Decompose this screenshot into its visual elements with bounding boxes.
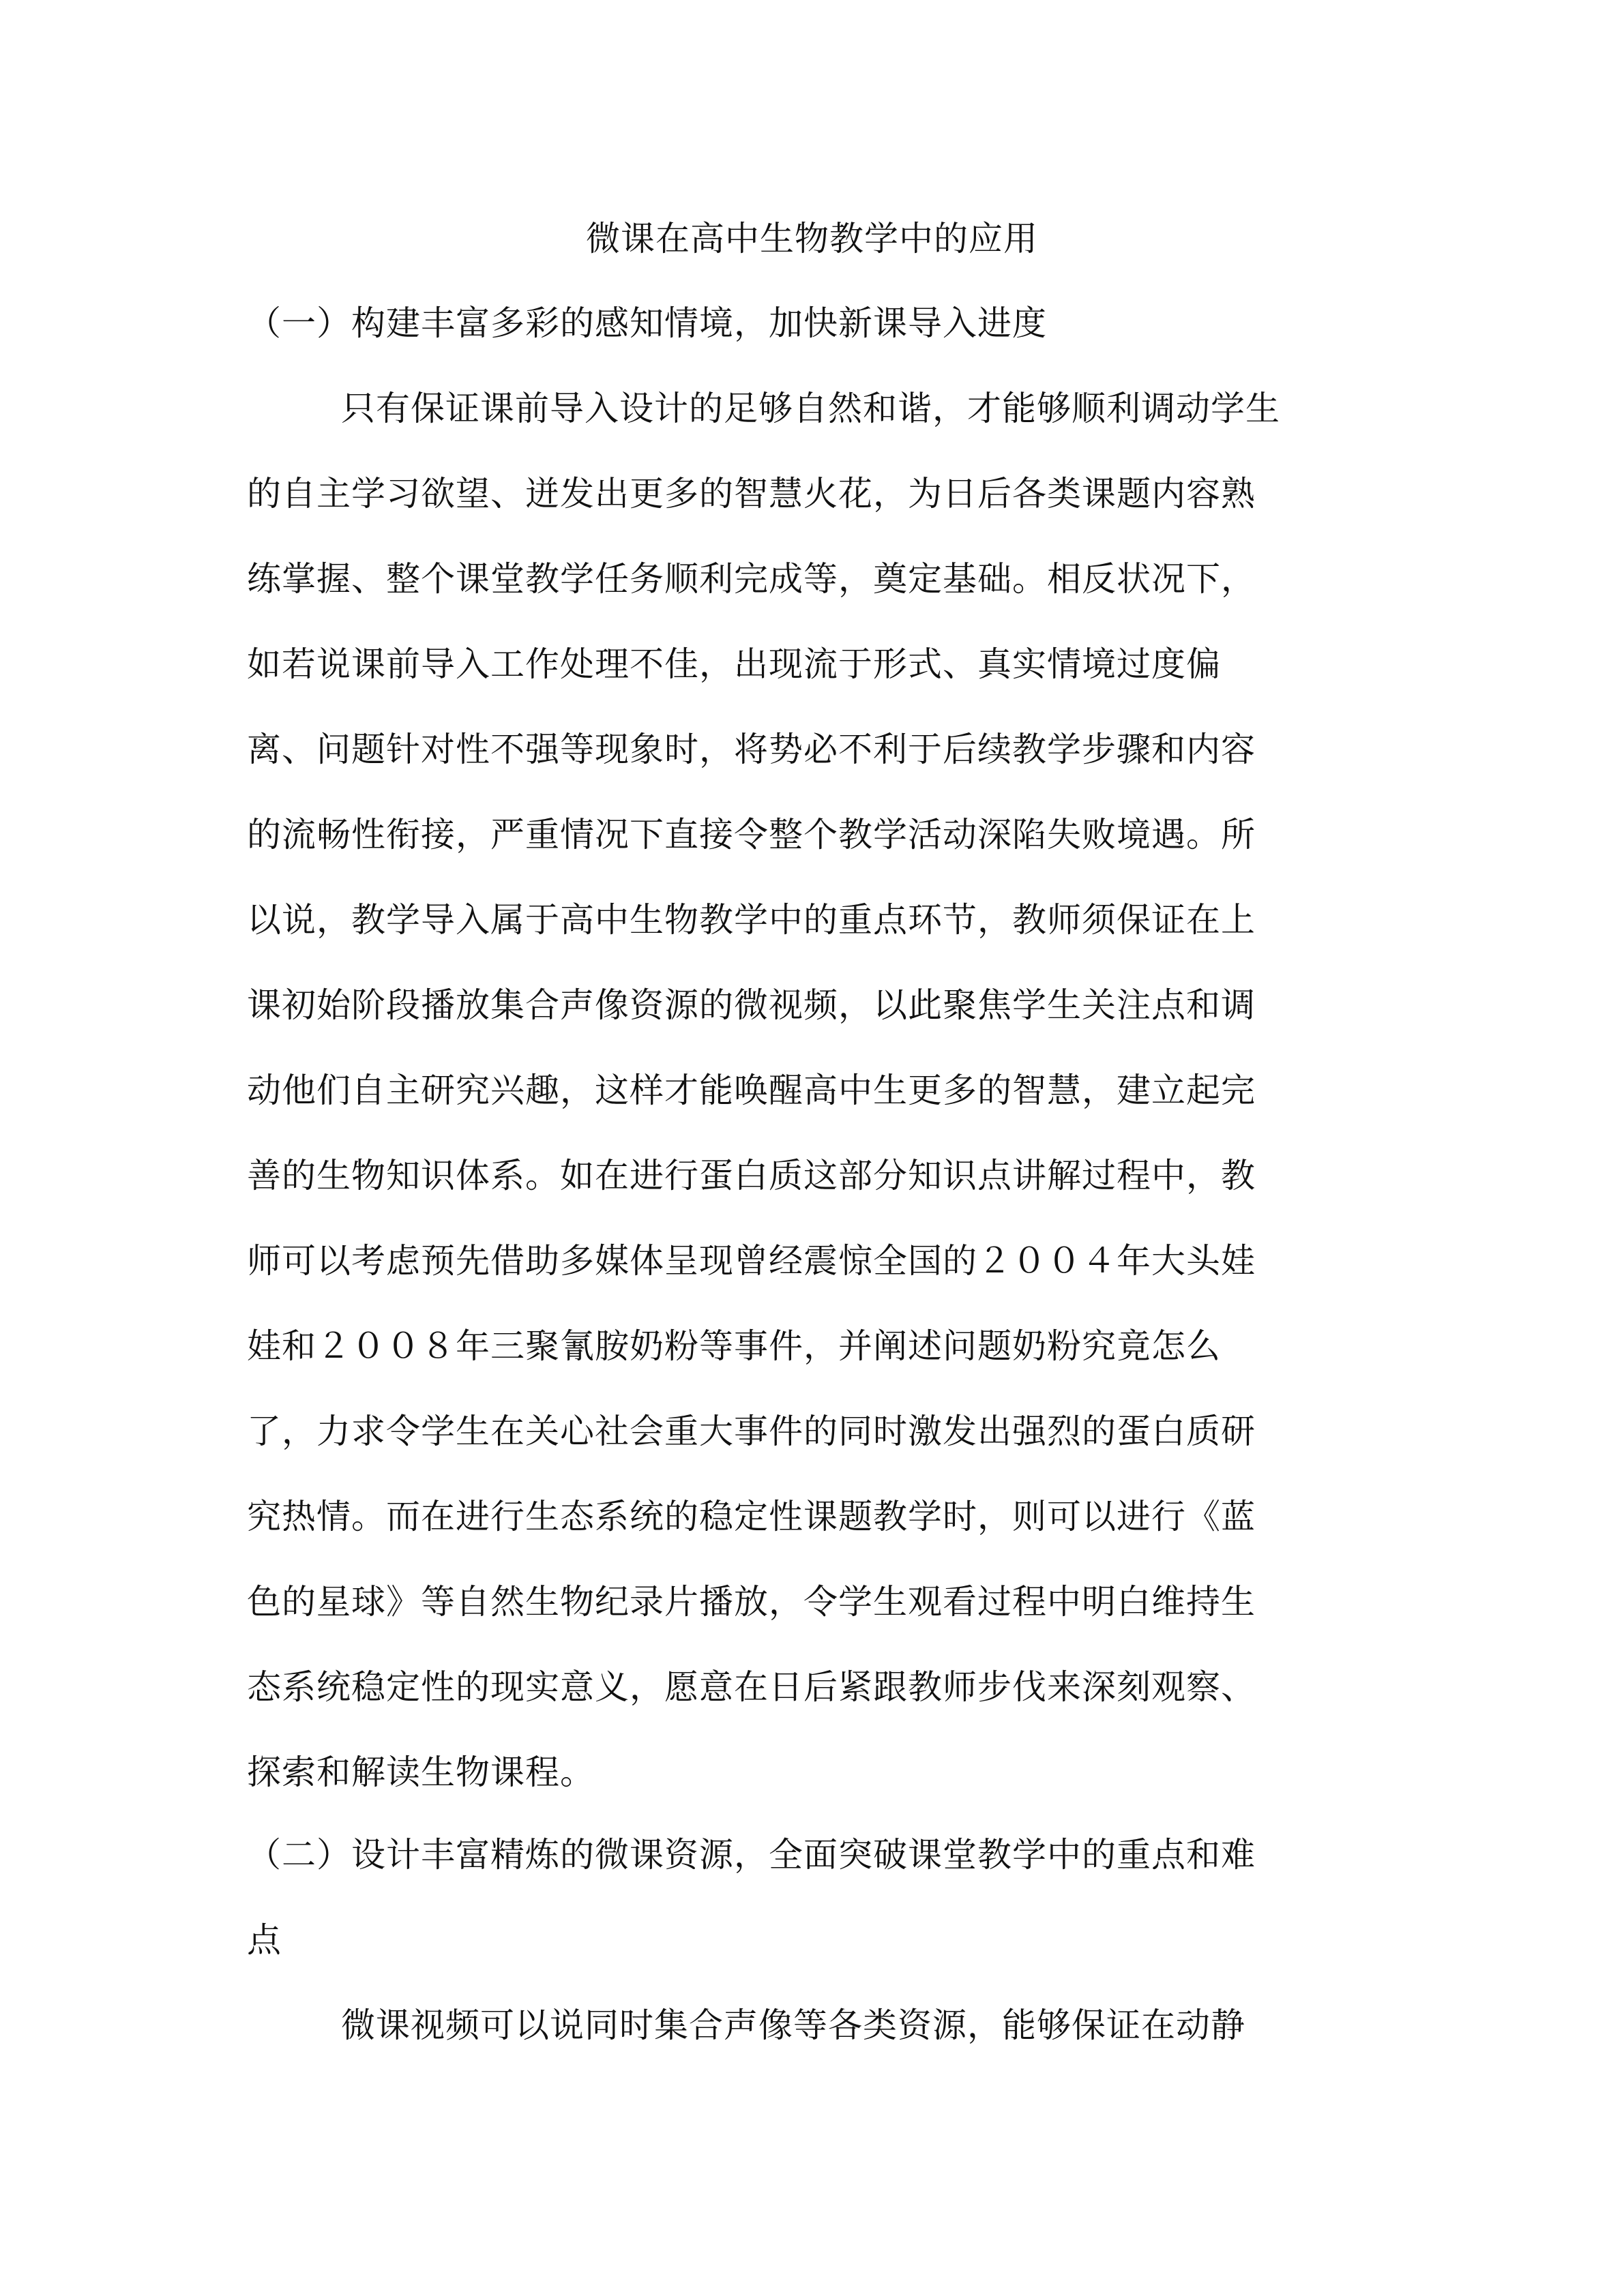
document-title: 微课在高中生物教学中的应用 bbox=[586, 219, 1038, 258]
section-heading-2-continuation: 点 bbox=[247, 1920, 282, 1960]
paragraph-line: 态系统稳定性的现实意义，愿意在日后紧跟教师步伐来深刻观察、 bbox=[247, 1667, 1256, 1707]
section-heading-1: （一）构建丰富多彩的感知情境，加快新课导入进度 bbox=[247, 303, 1047, 343]
paragraph-line: 的流畅性衔接，严重情况下直接令整个教学活动深陷失败境遇。所 bbox=[247, 815, 1256, 854]
paragraph-line: 善的生物知识体系。如在进行蛋白质这部分知识点讲解过程中，教 bbox=[247, 1156, 1256, 1195]
paragraph-line: 了，力求令学生在关心社会重大事件的同时激发出强烈的蛋白质研 bbox=[247, 1412, 1256, 1451]
section-heading-2: （二）设计丰富精炼的微课资源，全面突破课堂教学中的重点和难 bbox=[247, 1835, 1256, 1875]
paragraph-line: 课初始阶段播放集合声像资源的微视频，以此聚焦学生关注点和调 bbox=[247, 985, 1256, 1025]
paragraph-line: 以说，教学导入属于高中生物教学中的重点环节，教师须保证在上 bbox=[247, 900, 1256, 940]
paragraph-line: 动他们自主研究兴趣，这样才能唤醒高中生更多的智慧，建立起完 bbox=[247, 1071, 1256, 1110]
paragraph-line: 探索和解读生物课程。 bbox=[247, 1753, 595, 1792]
paragraph-line: 的自主学习欲望、迸发出更多的智慧火花，为日后各类课题内容熟 bbox=[247, 474, 1256, 513]
paragraph-line: 离、问题针对性不强等现象时，将势必不利于后续教学步骤和内容 bbox=[247, 730, 1256, 769]
paragraph-line: 练掌握、整个课堂教学任务顺利完成等，奠定基础。相反状况下， bbox=[247, 559, 1256, 599]
paragraph-line: 只有保证课前导入设计的足够自然和谐，才能够顺利调动学生 bbox=[341, 389, 1280, 428]
paragraph-line: 微课视频可以说同时集合声像等各类资源，能够保证在动静 bbox=[341, 2006, 1245, 2045]
paragraph-line: 师可以考虑预先借助多媒体呈现曾经震惊全国的２００４年大头娃 bbox=[247, 1241, 1256, 1281]
paragraph-line: 娃和２００８年三聚氰胺奶粉等事件，并阐述问题奶粉究竟怎么 bbox=[247, 1326, 1221, 1366]
paragraph-line: 色的星球》等自然生物纪录片播放，令学生观看过程中明白维持生 bbox=[247, 1582, 1256, 1622]
paragraph-line: 究热情。而在进行生态系统的稳定性课题教学时，则可以进行《蓝 bbox=[247, 1497, 1256, 1536]
paragraph-line: 如若说课前导入工作处理不佳，出现流于形式、真实情境过度偏 bbox=[247, 644, 1221, 684]
